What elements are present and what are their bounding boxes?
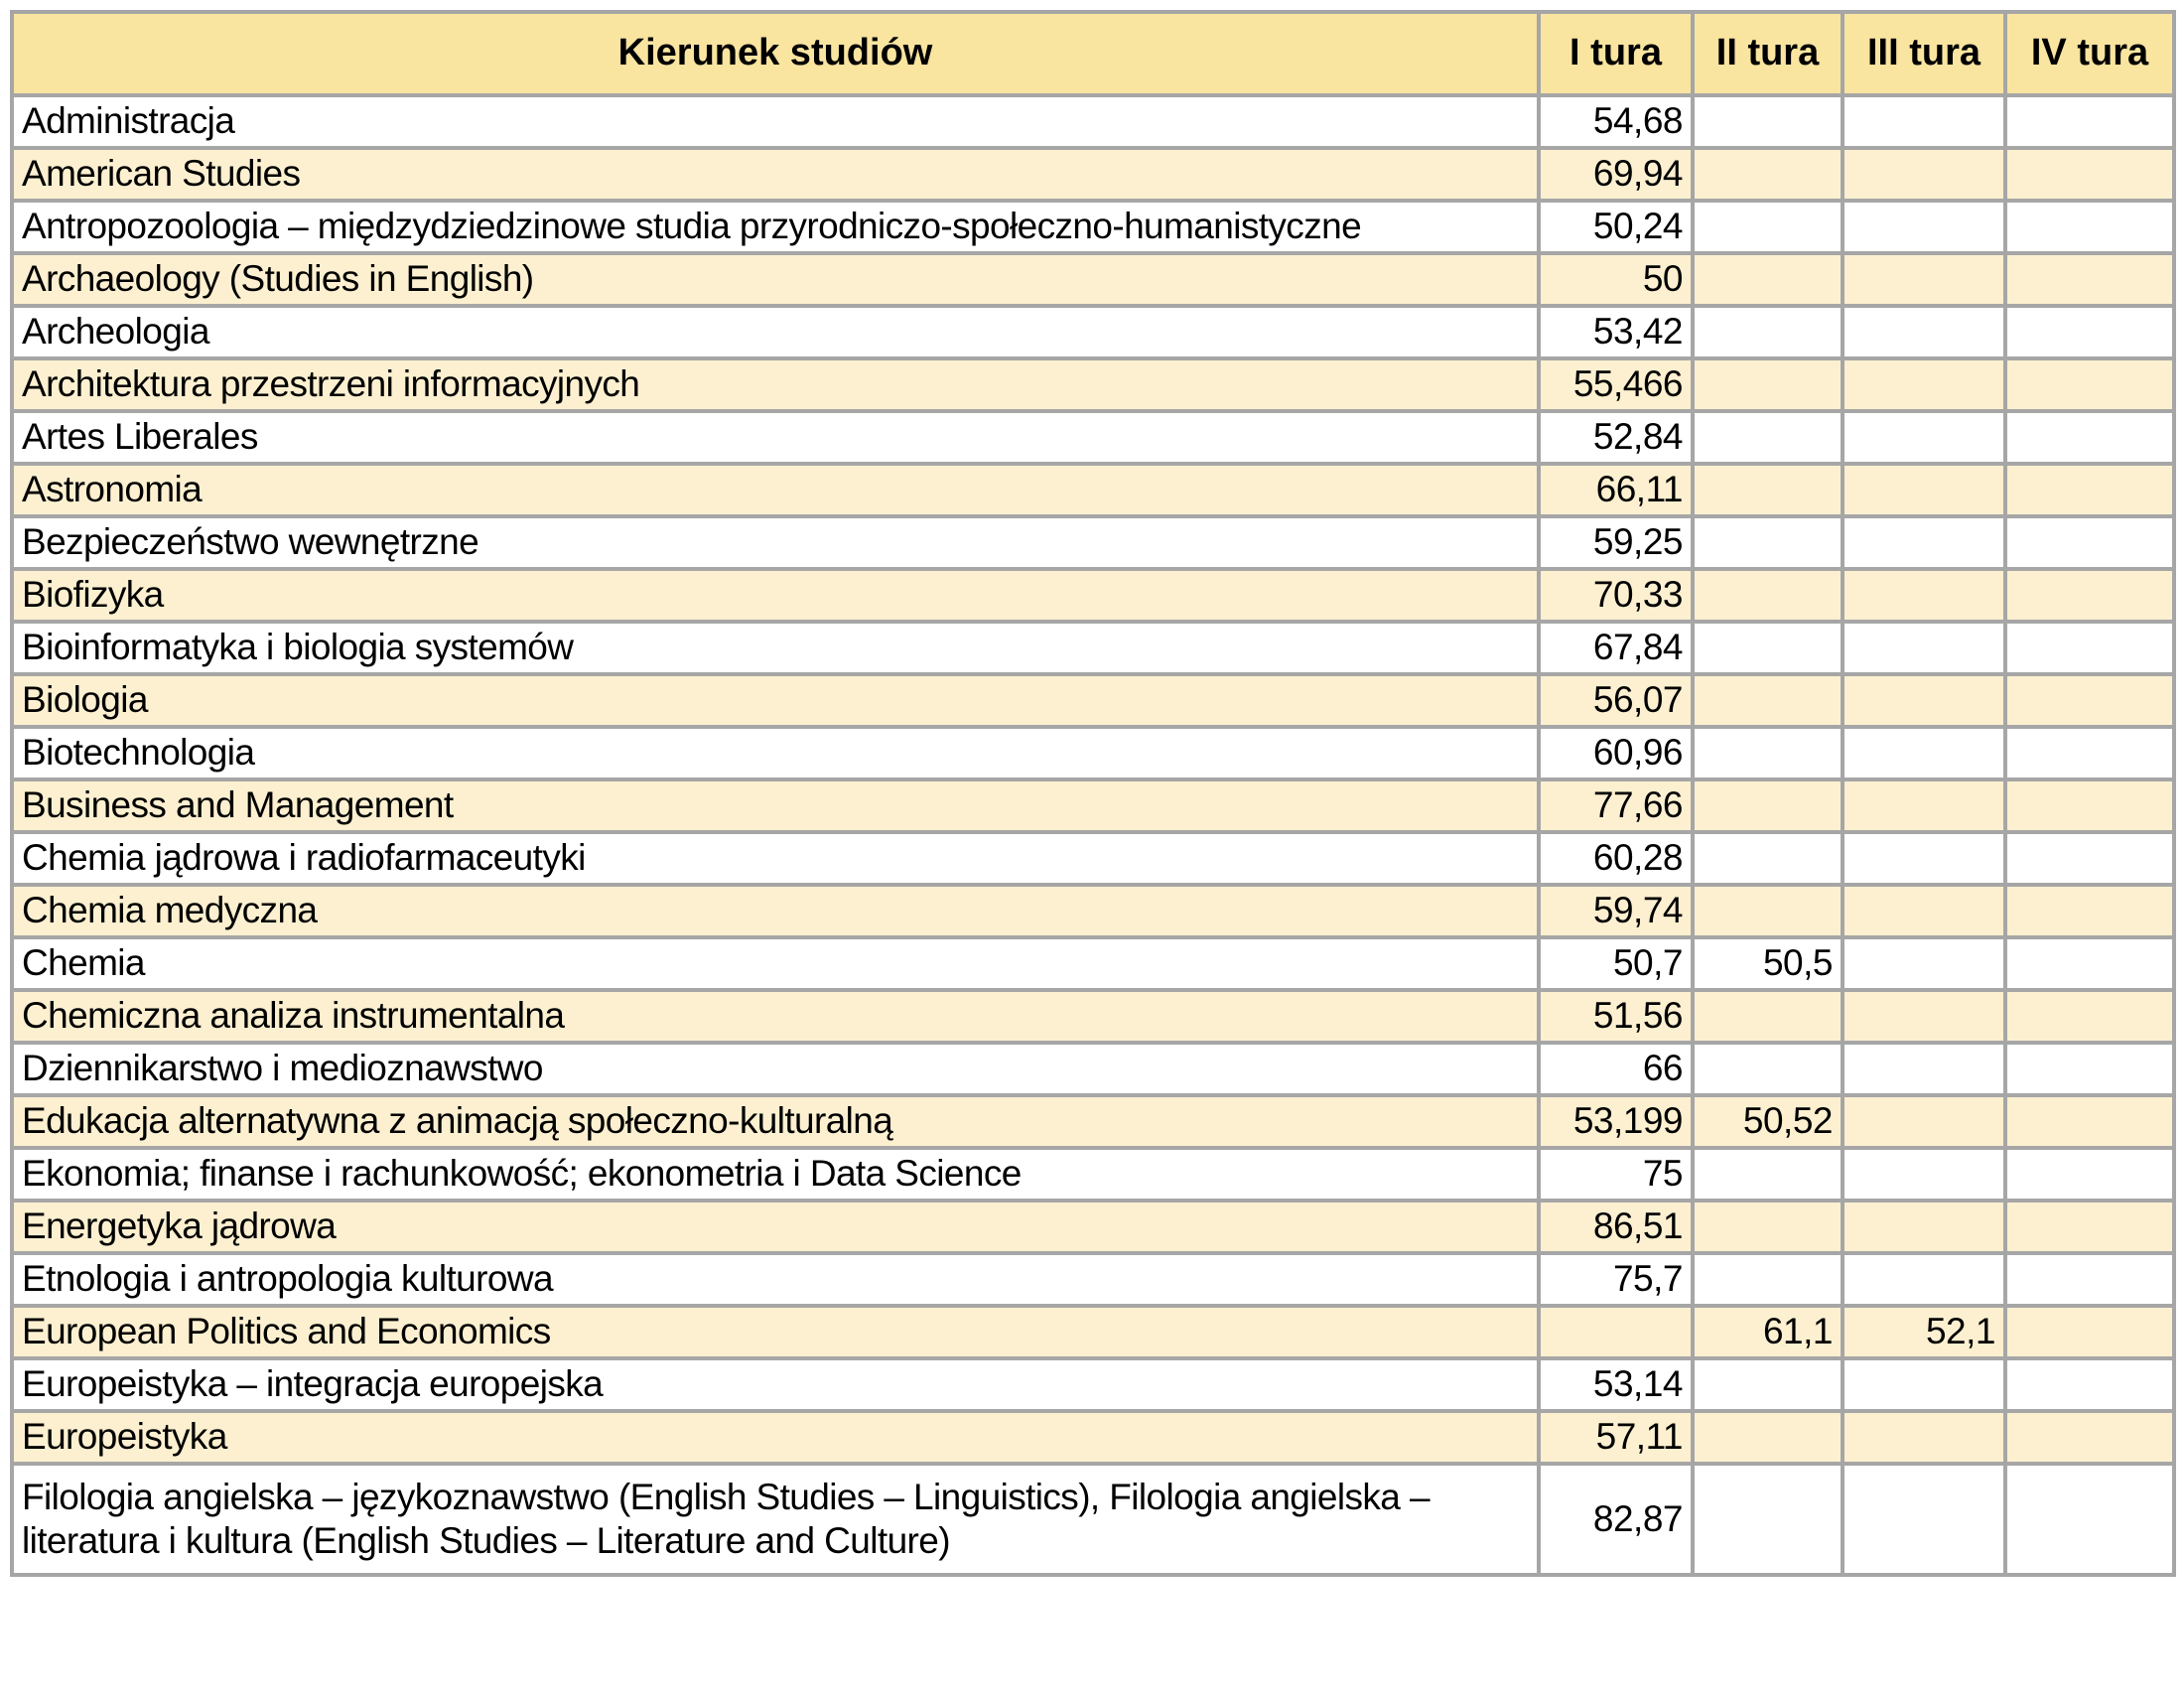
round-2-cell bbox=[1693, 95, 1843, 148]
round-4-cell bbox=[2005, 148, 2174, 201]
field-of-study-cell: Chemia bbox=[12, 937, 1539, 990]
round-1-cell: 59,74 bbox=[1539, 885, 1693, 937]
table-row bbox=[12, 253, 2174, 306]
round-1-cell: 54,68 bbox=[1539, 95, 1693, 148]
round-3-cell bbox=[1843, 1253, 2005, 1306]
field-of-study-cell: Biofizyka bbox=[12, 569, 1539, 622]
field-of-study-cell: Biotechnologia bbox=[12, 727, 1539, 779]
round-2-cell bbox=[1693, 832, 1843, 885]
round-1-cell: 53,199 bbox=[1539, 1095, 1693, 1148]
round-4-cell bbox=[2005, 937, 2174, 990]
field-of-study-cell: Ekonomia; finanse i rachunkowość; ekonometria i Data Science bbox=[12, 1148, 1539, 1201]
field-of-study-cell: Artes Liberales bbox=[12, 411, 1539, 464]
round-1-cell: 86,51 bbox=[1539, 1201, 1693, 1253]
field-of-study-cell: Europeistyka – integracja europejska bbox=[12, 1358, 1539, 1411]
round-1-cell: 50,24 bbox=[1539, 201, 1693, 253]
round-3-cell bbox=[1843, 832, 2005, 885]
round-4-cell bbox=[2005, 779, 2174, 832]
round-3-cell bbox=[1843, 411, 2005, 464]
round-1-cell: 70,33 bbox=[1539, 569, 1693, 622]
round-4-cell bbox=[2005, 674, 2174, 727]
round-1-cell: 50,7 bbox=[1539, 937, 1693, 990]
table-row bbox=[12, 1095, 2174, 1148]
table-row bbox=[12, 779, 2174, 832]
round-2-cell bbox=[1693, 306, 1843, 358]
round-1-cell: 67,84 bbox=[1539, 622, 1693, 674]
field-of-study-cell: Business and Management bbox=[12, 779, 1539, 832]
round-4-cell bbox=[2005, 1358, 2174, 1411]
round-1-cell: 60,28 bbox=[1539, 832, 1693, 885]
table-row bbox=[12, 411, 2174, 464]
table-row bbox=[12, 832, 2174, 885]
table-row bbox=[12, 990, 2174, 1043]
table-row bbox=[12, 148, 2174, 201]
round-2-cell: 61,1 bbox=[1693, 1306, 1843, 1358]
round-2-cell bbox=[1693, 1043, 1843, 1095]
round-2-cell bbox=[1693, 569, 1843, 622]
round-2-cell bbox=[1693, 516, 1843, 569]
round-1-cell: 56,07 bbox=[1539, 674, 1693, 727]
round-4-cell bbox=[2005, 201, 2174, 253]
round-3-cell bbox=[1843, 622, 2005, 674]
round-1-cell: 51,56 bbox=[1539, 990, 1693, 1043]
field-of-study-cell: Chemia medyczna bbox=[12, 885, 1539, 937]
table-row bbox=[12, 1043, 2174, 1095]
round-4-cell bbox=[2005, 1148, 2174, 1201]
round-2-cell: 50,52 bbox=[1693, 1095, 1843, 1148]
table-row bbox=[12, 885, 2174, 937]
round-3-cell bbox=[1843, 516, 2005, 569]
round-2-cell bbox=[1693, 358, 1843, 411]
column-header-round-4: IV tura bbox=[2005, 12, 2174, 95]
round-2-cell bbox=[1693, 622, 1843, 674]
round-4-cell bbox=[2005, 253, 2174, 306]
round-2-cell bbox=[1693, 727, 1843, 779]
round-3-cell bbox=[1843, 148, 2005, 201]
round-3-cell bbox=[1843, 1201, 2005, 1253]
round-2-cell bbox=[1693, 1201, 1843, 1253]
round-2-cell bbox=[1693, 201, 1843, 253]
round-4-cell bbox=[2005, 1043, 2174, 1095]
table-row bbox=[12, 674, 2174, 727]
round-3-cell: 52,1 bbox=[1843, 1306, 2005, 1358]
round-3-cell bbox=[1843, 1148, 2005, 1201]
field-of-study-cell: Archaeology (Studies in English) bbox=[12, 253, 1539, 306]
admission-thresholds-table bbox=[10, 10, 2176, 1577]
round-4-cell bbox=[2005, 1411, 2174, 1464]
round-3-cell bbox=[1843, 464, 2005, 516]
round-2-cell bbox=[1693, 885, 1843, 937]
round-2-cell bbox=[1693, 779, 1843, 832]
round-4-cell bbox=[2005, 1464, 2174, 1575]
table-row bbox=[12, 95, 2174, 148]
round-3-cell bbox=[1843, 674, 2005, 727]
header-row bbox=[12, 12, 2174, 95]
field-of-study-cell: Biologia bbox=[12, 674, 1539, 727]
round-4-cell bbox=[2005, 1306, 2174, 1358]
table-row bbox=[12, 464, 2174, 516]
round-2-cell bbox=[1693, 1148, 1843, 1201]
table-row bbox=[12, 516, 2174, 569]
table-row bbox=[12, 1253, 2174, 1306]
field-of-study-cell: Administracja bbox=[12, 95, 1539, 148]
round-4-cell bbox=[2005, 622, 2174, 674]
round-1-cell: 57,11 bbox=[1539, 1411, 1693, 1464]
round-1-cell: 55,466 bbox=[1539, 358, 1693, 411]
field-of-study-cell: Bezpieczeństwo wewnętrzne bbox=[12, 516, 1539, 569]
round-4-cell bbox=[2005, 306, 2174, 358]
field-of-study-cell: European Politics and Economics bbox=[12, 1306, 1539, 1358]
round-3-cell bbox=[1843, 358, 2005, 411]
table-row bbox=[12, 727, 2174, 779]
round-2-cell bbox=[1693, 411, 1843, 464]
round-4-cell bbox=[2005, 990, 2174, 1043]
round-3-cell bbox=[1843, 937, 2005, 990]
round-2-cell bbox=[1693, 1411, 1843, 1464]
table-row bbox=[12, 1148, 2174, 1201]
field-of-study-cell: Architektura przestrzeni informacyjnych bbox=[12, 358, 1539, 411]
table-row bbox=[12, 1306, 2174, 1358]
table-row bbox=[12, 1201, 2174, 1253]
round-3-cell bbox=[1843, 201, 2005, 253]
round-4-cell bbox=[2005, 1201, 2174, 1253]
round-2-cell bbox=[1693, 990, 1843, 1043]
table-row bbox=[12, 1464, 2174, 1575]
field-of-study-cell: American Studies bbox=[12, 148, 1539, 201]
field-of-study-cell: Archeologia bbox=[12, 306, 1539, 358]
round-1-cell: 52,84 bbox=[1539, 411, 1693, 464]
field-of-study-cell: Antropozoologia – międzydziedzinowe studia przyrodniczo-społeczno-humanistyczne bbox=[12, 201, 1539, 253]
round-4-cell bbox=[2005, 358, 2174, 411]
round-3-cell bbox=[1843, 306, 2005, 358]
round-2-cell bbox=[1693, 674, 1843, 727]
round-3-cell bbox=[1843, 1095, 2005, 1148]
table-row bbox=[12, 1411, 2174, 1464]
round-1-cell: 75 bbox=[1539, 1148, 1693, 1201]
table-row bbox=[12, 358, 2174, 411]
round-3-cell bbox=[1843, 1043, 2005, 1095]
round-2-cell bbox=[1693, 1358, 1843, 1411]
round-4-cell bbox=[2005, 464, 2174, 516]
round-1-cell: 60,96 bbox=[1539, 727, 1693, 779]
field-of-study-cell: Filologia angielska – językoznawstwo (English Studies – Linguistics), Filologia angielska – literatura i kultura (English Studies – Literature and Culture) bbox=[12, 1464, 1539, 1575]
round-2-cell bbox=[1693, 253, 1843, 306]
round-4-cell bbox=[2005, 569, 2174, 622]
field-of-study-cell: Astronomia bbox=[12, 464, 1539, 516]
round-2-cell bbox=[1693, 1253, 1843, 1306]
table-row bbox=[12, 569, 2174, 622]
round-2-cell bbox=[1693, 464, 1843, 516]
round-1-cell: 53,14 bbox=[1539, 1358, 1693, 1411]
round-1-cell: 75,7 bbox=[1539, 1253, 1693, 1306]
round-1-cell bbox=[1539, 1306, 1693, 1358]
round-4-cell bbox=[2005, 1095, 2174, 1148]
field-of-study-cell: Etnologia i antropologia kulturowa bbox=[12, 1253, 1539, 1306]
round-3-cell bbox=[1843, 727, 2005, 779]
round-4-cell bbox=[2005, 516, 2174, 569]
round-1-cell: 82,87 bbox=[1539, 1464, 1693, 1575]
round-1-cell: 53,42 bbox=[1539, 306, 1693, 358]
table-row bbox=[12, 937, 2174, 990]
column-header-round-3: III tura bbox=[1843, 12, 2005, 95]
round-3-cell bbox=[1843, 885, 2005, 937]
round-4-cell bbox=[2005, 885, 2174, 937]
field-of-study-cell: Chemiczna analiza instrumentalna bbox=[12, 990, 1539, 1043]
column-header-round-1: I tura bbox=[1539, 12, 1693, 95]
round-3-cell bbox=[1843, 569, 2005, 622]
table-row bbox=[12, 306, 2174, 358]
field-of-study-cell: Energetyka jądrowa bbox=[12, 1201, 1539, 1253]
round-3-cell bbox=[1843, 1464, 2005, 1575]
round-2-cell: 50,5 bbox=[1693, 937, 1843, 990]
field-of-study-cell: Europeistyka bbox=[12, 1411, 1539, 1464]
round-3-cell bbox=[1843, 95, 2005, 148]
round-4-cell bbox=[2005, 1253, 2174, 1306]
round-1-cell: 59,25 bbox=[1539, 516, 1693, 569]
round-2-cell bbox=[1693, 1464, 1843, 1575]
round-3-cell bbox=[1843, 253, 2005, 306]
round-1-cell: 50 bbox=[1539, 253, 1693, 306]
round-2-cell bbox=[1693, 148, 1843, 201]
round-4-cell bbox=[2005, 727, 2174, 779]
table-row bbox=[12, 1358, 2174, 1411]
round-1-cell: 77,66 bbox=[1539, 779, 1693, 832]
round-3-cell bbox=[1843, 1411, 2005, 1464]
table-row bbox=[12, 201, 2174, 253]
round-1-cell: 66,11 bbox=[1539, 464, 1693, 516]
round-3-cell bbox=[1843, 990, 2005, 1043]
field-of-study-cell: Edukacja alternatywna z animacją społeczno-kulturalną bbox=[12, 1095, 1539, 1148]
column-header-round-2: II tura bbox=[1693, 12, 1843, 95]
field-of-study-cell: Bioinformatyka i biologia systemów bbox=[12, 622, 1539, 674]
round-1-cell: 69,94 bbox=[1539, 148, 1693, 201]
field-of-study-cell: Dziennikarstwo i medioznawstwo bbox=[12, 1043, 1539, 1095]
round-4-cell bbox=[2005, 95, 2174, 148]
column-header-field-of-study: Kierunek studiów bbox=[12, 12, 1539, 95]
round-3-cell bbox=[1843, 779, 2005, 832]
round-1-cell: 66 bbox=[1539, 1043, 1693, 1095]
round-4-cell bbox=[2005, 411, 2174, 464]
round-3-cell bbox=[1843, 1358, 2005, 1411]
field-of-study-cell: Chemia jądrowa i radiofarmaceutyki bbox=[12, 832, 1539, 885]
round-4-cell bbox=[2005, 832, 2174, 885]
table-row bbox=[12, 622, 2174, 674]
